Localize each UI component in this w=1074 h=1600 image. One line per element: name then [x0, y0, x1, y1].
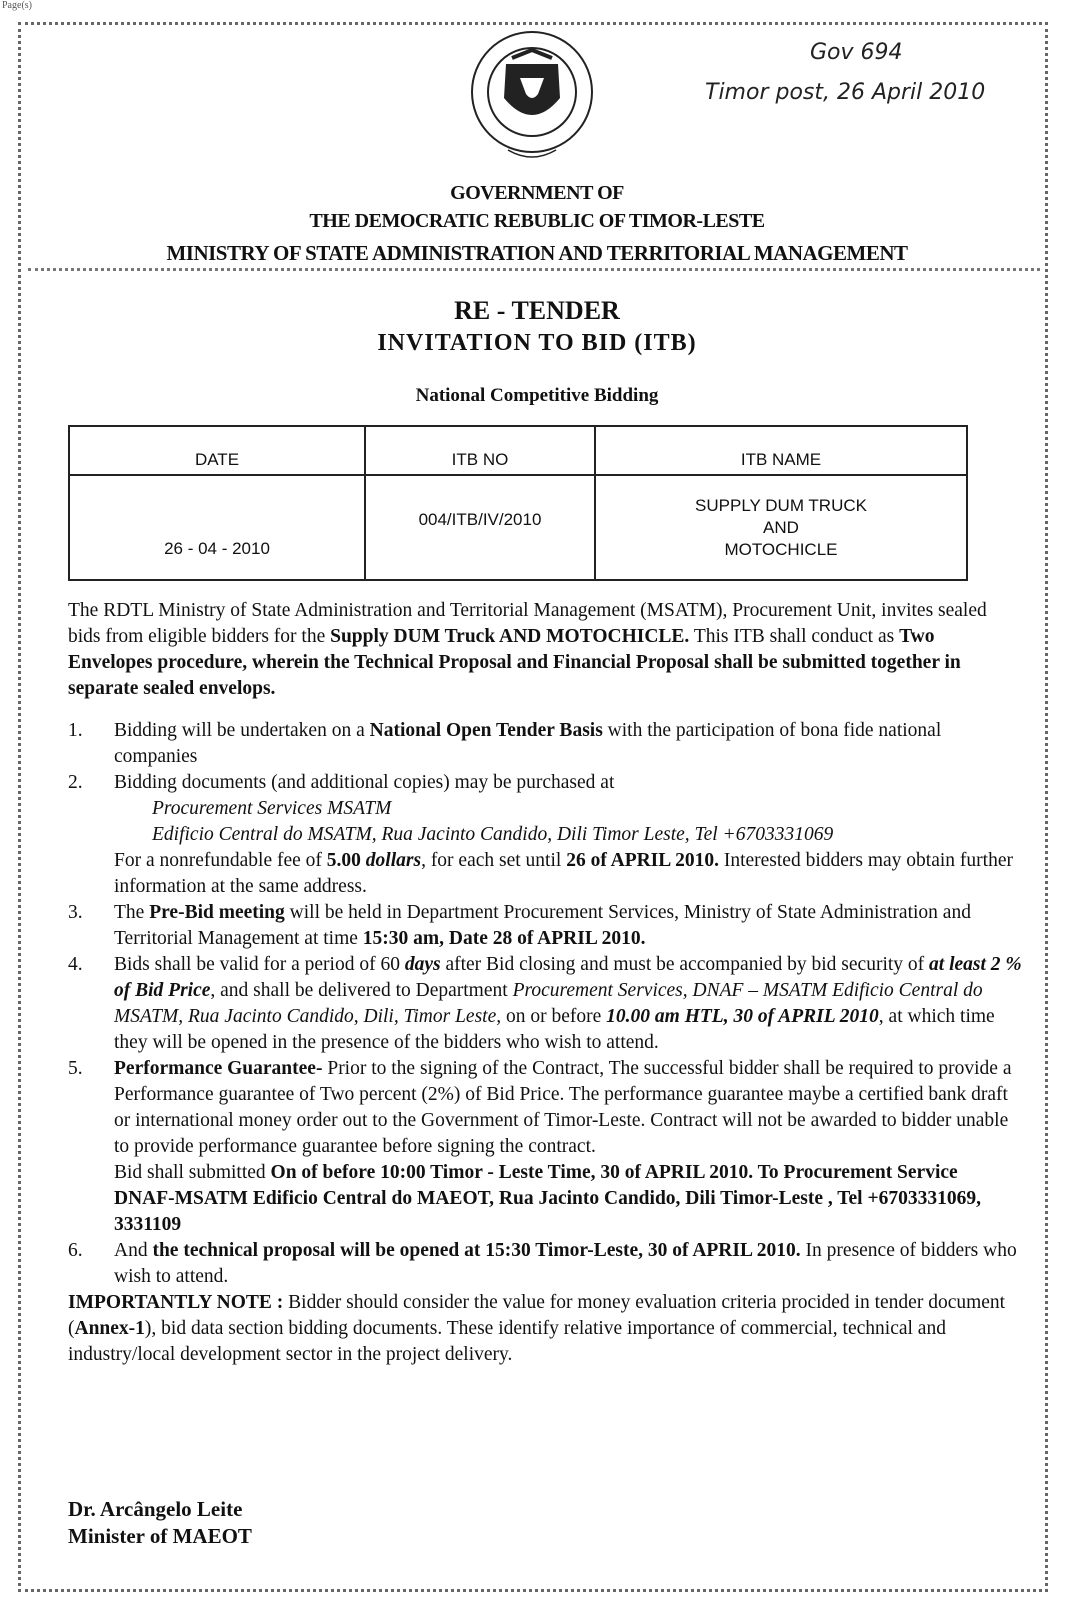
intro-text-1: The RDTL Ministry of State Administration and Territorial Management (MSATM), Procurement Unit, invites sealed bids from eligible bidders for the: [68, 600, 987, 647]
col-header-itb-no: ITB NO: [365, 426, 595, 475]
item-bold: 5.00: [326, 850, 366, 871]
intro-text-2: This ITB shall conduct as: [689, 626, 900, 647]
intro-bold-1: Supply DUM Truck AND MOTOCHICLE.: [330, 626, 690, 647]
important-note: [68, 1290, 1023, 1368]
note-bold: Annex-1: [74, 1318, 145, 1339]
note-text: ), bid data section bidding documents. These identify relative importance of commercial, technical and industry/local development sector in the project delivery.: [68, 1318, 946, 1365]
itb-name-line-3: MOTOCHICLE: [724, 539, 838, 559]
table-header-row: [69, 426, 967, 475]
rdtl-seal-emblem: [468, 28, 596, 166]
item-bold: Performance Guarantee-: [114, 1058, 323, 1079]
signature-block: [68, 1496, 252, 1550]
list-item-3: [68, 900, 1023, 952]
intro-bold-2: Two Envelopes procedure, wherein the Technical Proposal and Financial Proposal shall be submitted together in separate sealed envelops.: [68, 626, 961, 699]
cell-itb-no: 004/ITB/IV/2010: [365, 475, 595, 580]
item-text: , for each set until: [421, 850, 567, 871]
list-item-6: [68, 1238, 1023, 1290]
itb-table: [68, 425, 968, 581]
item-bold: the technical proposal will be opened at 15:30 Timor-Leste, 30 of APRIL 2010.: [152, 1240, 801, 1261]
header-line-1: GOVERNMENT OF: [450, 182, 624, 204]
header-line-3: MINISTRY OF STATE ADMINISTRATION AND TERRITORIAL MANAGEMENT: [166, 241, 908, 265]
item-text: Bid shall submitted: [114, 1162, 271, 1183]
address-line-2: Edificio Central do MSATM, Rua Jacinto Candido, Dili Timor Leste, Tel +6703331069: [152, 824, 834, 845]
col-header-date: DATE: [69, 426, 365, 475]
signatory-title: Minister of MAEOT: [68, 1524, 252, 1548]
item-bold: 26 of APRIL 2010.: [566, 850, 719, 871]
item-number: 3.: [68, 902, 83, 923]
item-text: In presence of bidders who wish to attend.: [114, 1240, 1017, 1287]
item-text: Bidding documents (and additional copies) may be purchased at: [114, 772, 615, 793]
table-row: [69, 475, 967, 580]
signatory-name: Dr. Arcângelo Leite: [68, 1497, 243, 1521]
item-text: Prior to the signing of the Contract, The successful bidder shall be required to provide a Performance guarantee of Two percent (2%) of Bid Price. The performance guarantee maybe a certified bank draft or international money order out to the Government of Timor-Leste. Contract will not be awarded to bidder unable to provide performance guarantee before signing the contract.: [114, 1058, 1012, 1157]
list-item-5-submission: [68, 1160, 1023, 1238]
item-text: The: [114, 902, 150, 923]
item-bold-italic: 10.00 am HTL, 30 of APRIL 2010: [606, 1006, 879, 1027]
item-text: with the participation of bona fide national companies: [114, 720, 942, 767]
item-bold-italic: days: [404, 954, 441, 975]
cell-itb-name: [595, 475, 967, 580]
list-item-5: [68, 1056, 1023, 1160]
item-text: on or before: [501, 1006, 607, 1027]
corner-note: Page(s): [2, 0, 32, 11]
intro-paragraph: [68, 598, 1023, 702]
item-text: after Bid closing and must be accompanied by bid security of: [440, 954, 930, 975]
document-title: RE - TENDER: [454, 296, 620, 325]
item-bold: On of before 10:00 Timor - Leste Time, 30 of APRIL 2010. To Procurement Service DNAF-MSATM Edificio Central do MAEOT, Rua Jacinto Candido, Dili Timor-Leste , Tel +6703331069, 3331109: [114, 1162, 981, 1235]
item-bold-italic: at least 2 % of Bid Price: [114, 954, 1022, 1001]
item-number: 2.: [68, 772, 83, 793]
address-line-1: Procurement Services MSATM: [152, 798, 392, 819]
item-number: 5.: [68, 1058, 83, 1079]
item-text: will be held in Department Procurement Services, Ministry of State Administration and Territorial Management at time: [114, 902, 971, 949]
note-label: IMPORTANTLY NOTE :: [68, 1292, 284, 1313]
item-bold: Pre-Bid meeting: [149, 902, 285, 923]
item-text: And: [114, 1240, 153, 1261]
handwritten-source-date: Timor post, 26 April 2010: [705, 80, 986, 105]
cell-date: 26 - 04 - 2010: [69, 475, 365, 580]
item-text: Bids shall be valid for a period of 60: [114, 954, 405, 975]
col-header-itb-name: ITB NAME: [595, 426, 967, 475]
item-number: 1.: [68, 720, 83, 741]
item-bold-italic: dollars: [365, 850, 422, 871]
numbered-list: [68, 718, 1023, 1368]
list-item-4: [68, 952, 1023, 1056]
item-text: Bidding will be undertaken on a: [114, 720, 370, 741]
list-item-1: [68, 718, 1023, 770]
item-text: Interested bidders may obtain further information at the same address.: [114, 850, 1013, 897]
handwritten-reference: Gov 694: [810, 40, 903, 65]
header-divider: [28, 268, 1040, 271]
itb-name-line-1: SUPPLY DUM TRUCK: [695, 495, 867, 515]
item-text: , and shall be delivered to Department: [210, 980, 513, 1001]
item-text: , at which time they will be opened in the presence of the bidders who wish to attend.: [114, 1006, 995, 1053]
item-italic: Procurement Services, DNAF – MSATM Edificio Central do MSATM, Rua Jacinto Candido, Dili, Timor Leste,: [114, 980, 983, 1027]
item-bold: 15:30 am, Date 28 of APRIL 2010.: [362, 928, 646, 949]
list-item-2-cont: [68, 848, 1023, 900]
item-text: For a nonrefundable fee of: [114, 850, 327, 871]
note-text: Bidder should consider the value for money evaluation criteria procided in tender document (: [68, 1292, 1006, 1339]
item-number: 4.: [68, 954, 83, 975]
document-subtitle: INVITATION TO BID (ITB): [377, 330, 697, 356]
bidding-type: National Competitive Bidding: [415, 385, 659, 406]
itb-name-line-2: AND: [763, 517, 799, 537]
item-number: 6.: [68, 1240, 83, 1261]
list-item-2: [68, 770, 1023, 796]
header-line-2: THE DEMOCRATIC REBUBLIC OF TIMOR-LESTE: [309, 210, 765, 232]
item-bold: National Open Tender Basis: [369, 720, 603, 741]
